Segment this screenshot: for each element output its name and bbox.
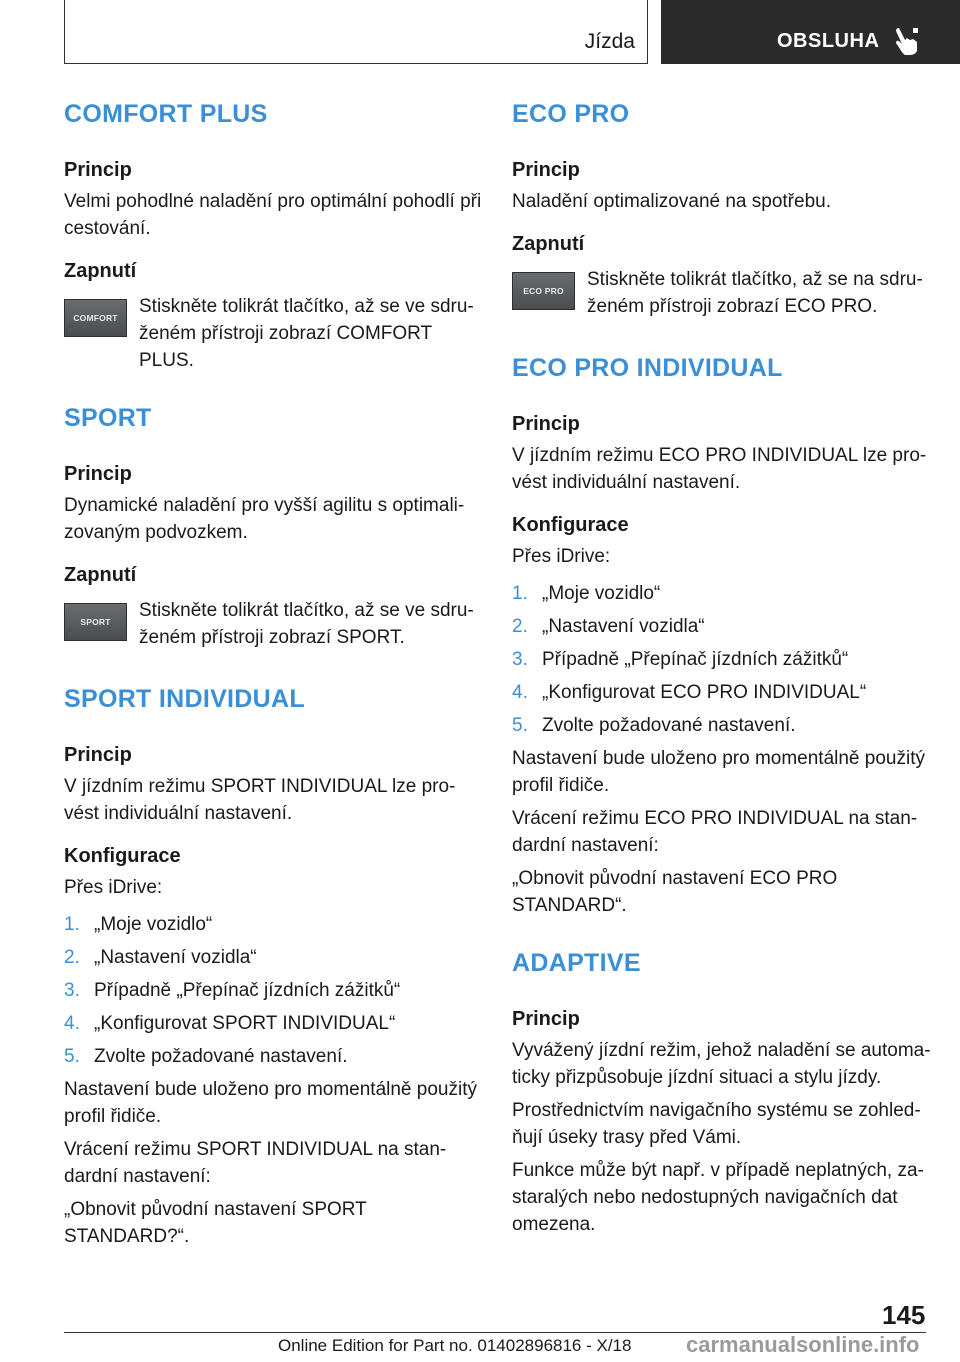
paragraph: V jízdním režimu ECO PRO INDIVIDUAL lze pro‐ vést individuální nastavení. xyxy=(512,445,927,493)
paragraph: Stiskněte tolikrát tlačítko, až se ve sdru‐ ženém přístroji zobrazí SPORT. xyxy=(139,600,474,648)
paragraph: Přes iDrive: xyxy=(512,546,611,567)
comfort-button-image: COMFORT xyxy=(64,299,127,337)
paragraph: Funkce může být např. v případě neplatných, za‐ staralých nebo nedostupných navigačních dat omezena. xyxy=(512,1160,924,1235)
subheading-activation: Zapnutí xyxy=(512,233,585,255)
paragraph: Vrácení režimu ECO PRO INDIVIDUAL na stan‐ dardní nastavení: xyxy=(512,808,918,856)
left-column xyxy=(64,100,484,1250)
instruction-with-button xyxy=(512,266,932,324)
subheading-principle: Princip xyxy=(512,1008,580,1030)
list-item: 3. Případně „Přepínač jízdních zážitků“ xyxy=(512,649,849,670)
list-item: 1. „Moje vozidlo“ xyxy=(64,914,213,935)
list-item: 3. Případně „Přepínač jízdních zážitků“ xyxy=(64,980,401,1001)
list-item: 2. „Nastavení vozidla“ xyxy=(512,616,705,637)
paragraph: Dynamické naladění pro vyšší agilitu s optimali‐ zovaným podvozkem. xyxy=(64,495,465,543)
pointing-hand-icon xyxy=(893,26,921,56)
paragraph: Nastavení bude uloženo pro momentálně použitý profil řidiče. xyxy=(64,1079,477,1127)
sport-button-image: SPORT xyxy=(64,603,127,641)
instruction-with-button xyxy=(64,293,484,374)
right-column xyxy=(512,100,932,1238)
subheading-configuration: Konfigurace xyxy=(64,845,181,867)
paragraph: Velmi pohodlné naladění pro optimální pohodlí při cestování. xyxy=(64,191,482,239)
steps-list xyxy=(512,580,932,739)
subheading-principle: Princip xyxy=(64,159,132,181)
list-item: 5. Zvolte požadované nastavení. xyxy=(64,1046,348,1067)
paragraph: Stiskněte tolikrát tlačítko, až se na sdru‐ ženém přístroji zobrazí ECO PRO. xyxy=(587,269,923,317)
subheading-principle: Princip xyxy=(512,413,580,435)
instruction-with-button xyxy=(64,597,484,655)
paragraph: Přes iDrive: xyxy=(64,877,163,898)
paragraph: „Obnovit původní nastavení ECO PRO STANDARD“. xyxy=(512,868,838,916)
paragraph: V jízdním režimu SPORT INDIVIDUAL lze pro‐ vést individuální nastavení. xyxy=(64,776,456,824)
paragraph: Vyvážený jízdní režim, jehož naladění se automa‐ ticky přizpůsobuje jízdní situaci a stylu jízdy. xyxy=(512,1040,931,1088)
paragraph: Naladění optimalizované na spotřebu. xyxy=(512,191,831,212)
paragraph: Vrácení režimu SPORT INDIVIDUAL na stan‐ dardní nastavení: xyxy=(64,1139,447,1187)
header-section-box xyxy=(64,0,648,64)
subheading-principle: Princip xyxy=(512,159,580,181)
list-item: 1. „Moje vozidlo“ xyxy=(512,583,661,604)
list-item: 2. „Nastavení vozidla“ xyxy=(64,947,257,968)
paragraph: „Obnovit původní nastavení SPORT STANDARD?“. xyxy=(64,1199,367,1247)
footer-watermark: carmanualsonline.info xyxy=(686,1332,920,1357)
eco-pro-button-image: ECO PRO xyxy=(512,272,575,310)
paragraph: Prostřednictvím navigačního systému se zohled‐ ňují úseky trasy před Vámi. xyxy=(512,1100,921,1148)
subheading-activation: Zapnutí xyxy=(64,260,137,282)
list-item: 5. Zvolte požadované nastavení. xyxy=(512,715,796,736)
footer-edition-text: Online Edition for Part no. 01402896816 - X/18 xyxy=(278,1336,632,1355)
section-title-eco-pro: ECO PRO xyxy=(512,100,630,128)
subheading-principle: Princip xyxy=(64,744,132,766)
section-title-eco-pro-individual: ECO PRO INDIVIDUAL xyxy=(512,354,783,382)
subheading-activation: Zapnutí xyxy=(64,564,137,586)
section-title-sport-individual: SPORT INDIVIDUAL xyxy=(64,685,305,713)
steps-list xyxy=(64,911,484,1070)
list-item: 4. „Konfigurovat SPORT INDIVIDUAL“ xyxy=(64,1013,396,1034)
section-title-sport: SPORT xyxy=(64,404,152,432)
header-chapter-title: OBSLUHA xyxy=(777,30,880,52)
paragraph: Stiskněte tolikrát tlačítko, až se ve sdru‐ ženém přístroji zobrazí COMFORT PLUS. xyxy=(139,296,474,371)
header-chapter-box xyxy=(661,0,960,64)
subheading-principle: Princip xyxy=(64,463,132,485)
list-item: 4. „Konfigurovat ECO PRO INDIVIDUAL“ xyxy=(512,682,867,703)
page-number: 145 xyxy=(882,1300,926,1330)
section-title-adaptive: ADAPTIVE xyxy=(512,949,641,977)
header-section-title: Jízda xyxy=(584,30,635,53)
paragraph: Nastavení bude uloženo pro momentálně použitý profil řidiče. xyxy=(512,748,925,796)
subheading-configuration: Konfigurace xyxy=(512,514,629,536)
section-title-comfort-plus: COMFORT PLUS xyxy=(64,100,268,128)
